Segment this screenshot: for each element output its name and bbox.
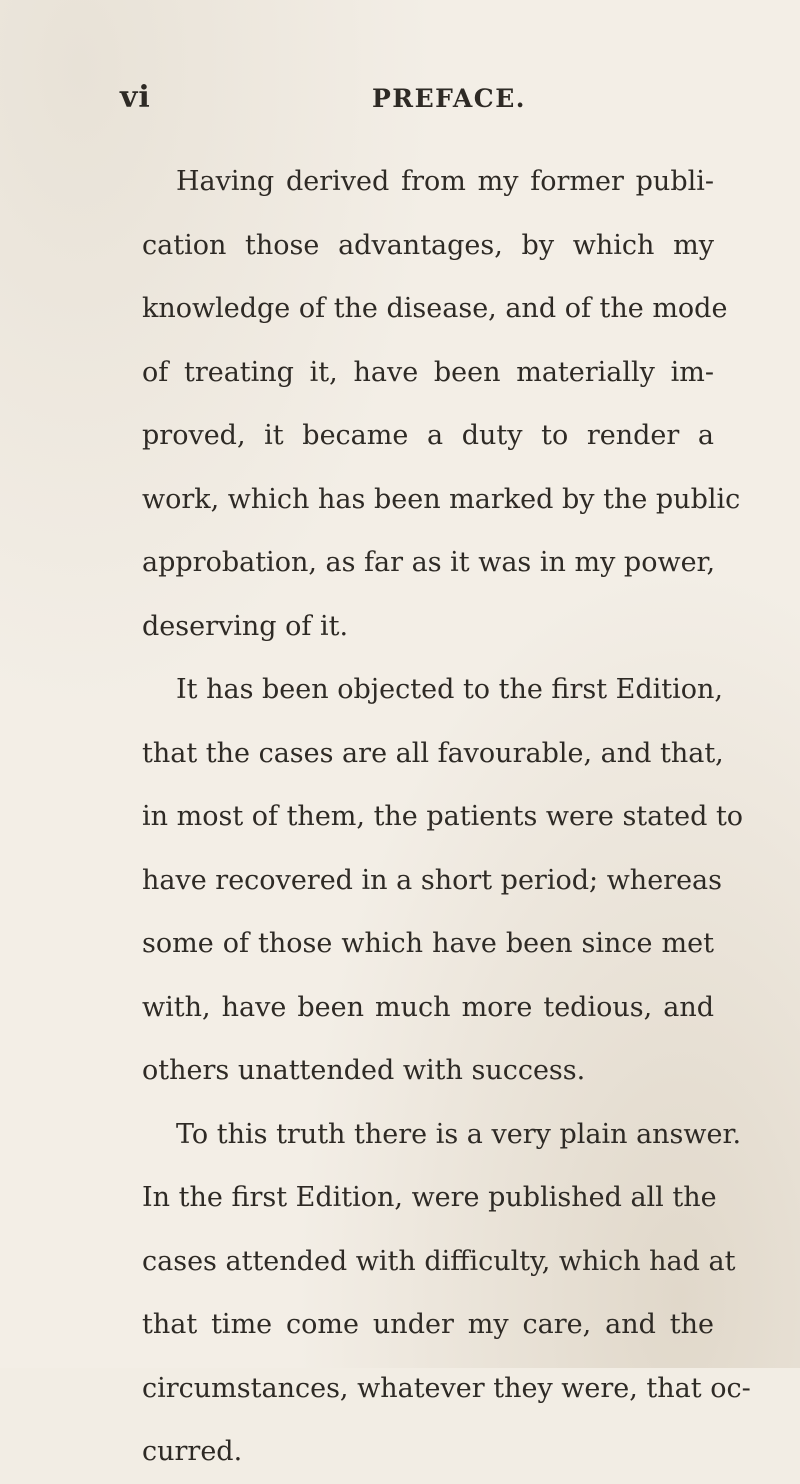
page-number: vi — [120, 80, 151, 115]
text-line: cases attended with difficulty, which had at — [142, 1245, 736, 1277]
text-line: curred. — [142, 1436, 243, 1467]
text-line: knowledge of the disease, and of the mode — [142, 293, 728, 324]
text-line: cation those advantages, by which my — [142, 229, 714, 261]
text-line: some of those which have been since met — [142, 928, 714, 959]
text-line: To this truth there is a very plain answer. — [176, 1118, 742, 1150]
text-line: others unattended with success. — [142, 1055, 586, 1086]
text-line: that time come under my care, and the — [142, 1309, 714, 1340]
text-line: Having derived from my former publi- — [176, 166, 714, 197]
text-line: deserving of it. — [142, 610, 349, 642]
text-line: with, have been much more tedious, and — [142, 991, 714, 1023]
text-line: in most of them, the patients were stated to — [142, 801, 744, 832]
text-line: of treating it, have been materially im- — [142, 356, 714, 388]
text-line: circumstances, whatever they were, that oc- — [142, 1372, 751, 1404]
body-text — [142, 150, 751, 1484]
running-head — [0, 80, 800, 120]
text-line: have recovered in a short period; whereas — [142, 864, 723, 896]
text-line: work, which has been marked by the public — [142, 483, 741, 515]
text-line: proved, it became a duty to render a — [142, 420, 714, 451]
text-line: that the cases are all favourable, and that, — [142, 737, 724, 769]
running-title: PREFACE. — [372, 84, 526, 113]
text-line: It has been objected to the first Edition, — [176, 674, 723, 705]
text-line: approbation, as far as it was in my power, — [142, 547, 716, 578]
text-line: In the first Edition, were published all the — [142, 1182, 717, 1213]
